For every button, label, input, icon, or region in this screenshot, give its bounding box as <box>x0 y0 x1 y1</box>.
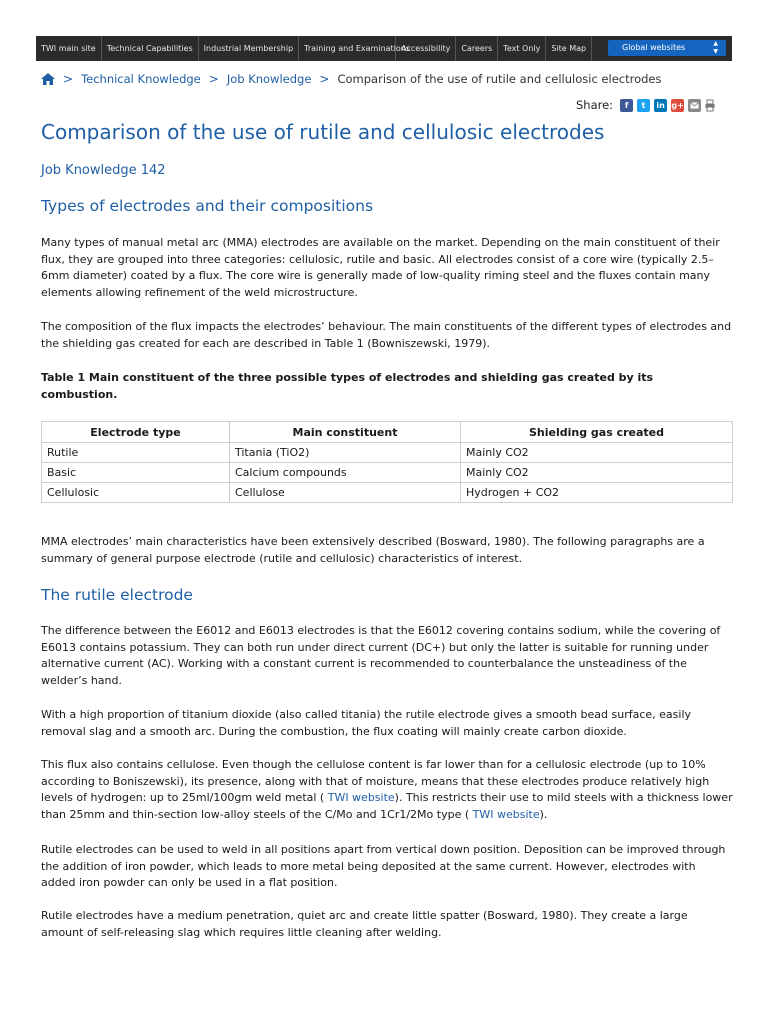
table-header-cell: Main constituent <box>230 422 461 443</box>
table-cell: Hydrogen + CO2 <box>461 483 733 503</box>
home-icon[interactable] <box>41 73 55 85</box>
table-cell: Cellulose <box>230 483 461 503</box>
table-row <box>42 483 733 503</box>
select-arrows-icon: ▲ ▼ <box>713 40 718 55</box>
section-heading-types: Types of electrodes and their compositions <box>41 197 374 215</box>
nav-text-only[interactable]: Text Only <box>498 36 546 61</box>
linkedin-icon[interactable]: in <box>654 99 667 112</box>
global-websites-select[interactable] <box>608 40 726 56</box>
facebook-icon[interactable]: f <box>620 99 633 112</box>
text-run: ). <box>539 807 548 821</box>
table-caption: Table 1 Main constituent of the three possible types of electrodes and shielding gas created by its combustion. <box>41 371 654 401</box>
table-cell: Rutile <box>42 443 230 463</box>
breadcrumb <box>41 72 661 86</box>
job-knowledge-number: Job Knowledge 142 <box>41 163 166 178</box>
table-cell: Mainly CO2 <box>461 443 733 463</box>
nav-careers[interactable]: Careers <box>456 36 498 61</box>
print-icon[interactable] <box>705 99 715 112</box>
table-spacer-row <box>42 503 733 513</box>
paragraph-flux-composition: The composition of the flux impacts the electrodes’ behaviour. The main constituents of the different types of electrodes and the shielding gas created for each are described in Table 1 (Bowniszewski, 1979). <box>41 320 732 350</box>
breadcrumb-separator: > <box>208 72 219 86</box>
table-cell: Calcium compounds <box>230 463 461 483</box>
share-bar <box>576 98 715 112</box>
nav-industrial-membership[interactable]: Industrial Membership <box>199 36 300 61</box>
top-nav-bar <box>36 36 732 61</box>
paragraph-mma-characteristics: MMA electrodes’ main characteristics have been extensively described (Bosward, 1980). The following paragraphs are a summary of general purpose electrode (rutile and cellulosic) characteristics of interest. <box>41 535 705 565</box>
paragraph-e6012-e6013: The difference between the E6012 and E6013 electrodes is that the E6012 covering contains sodium, while the covering of E6013 contains potassium. They can both run under direct current (DC+) but only the latter is suitable for running under alternative current (AC). Working with a constant current is recommended to counterbalance the unsteadiness of the welder’s hand. <box>41 624 721 687</box>
electrode-table <box>41 421 733 513</box>
table-header-cell: Shielding gas created <box>461 422 733 443</box>
paragraph-titania: With a high proportion of titanium dioxide (also called titania) the rutile electrode gives a smooth bead surface, easily removal slag and a smooth arc. During the combustion, the flux coating will mainly create carbon dioxide. <box>41 708 692 738</box>
table-header-cell: Electrode type <box>42 422 230 443</box>
twitter-icon[interactable]: t <box>637 99 650 112</box>
page-title: Comparison of the use of rutile and cellulosic electrodes <box>41 120 605 144</box>
email-icon[interactable] <box>688 99 701 112</box>
table-cell: Titania (TiO2) <box>230 443 461 463</box>
breadcrumb-separator: > <box>319 72 330 86</box>
share-label: Share: <box>576 98 614 112</box>
twi-website-link[interactable]: TWI website <box>327 791 395 805</box>
table-cell: Cellulosic <box>42 483 230 503</box>
table-header-row <box>42 422 733 443</box>
text-run: This flux also contains cellulose. Even though the cellulose content is far lower than for a cellulosic electrode (up to 10% according to Boniszewski), its presence, along with that of moisture, means that these electrodes produce relatively high levels of hydrogen: up to 25ml/100gm weld metal ( <box>41 758 710 805</box>
text-run: ). This restricts their use to mild steels with a thickness lower than 25mm and thin-section low-alloy steels of the C/Mo and 1Cr1/2Mo type ( <box>41 791 733 821</box>
breadcrumb-current: Comparison of the use of rutile and cellulosic electrodes <box>337 72 662 86</box>
paragraph-cellulose-hydrogen <box>41 757 733 823</box>
paragraph-penetration-slag: Rutile electrodes have a medium penetration, quiet arc and create little spatter (Bosward, 1980). They create a large amount of self-releasing slag which requires little cleaning after welding. <box>41 909 688 939</box>
twi-website-link[interactable]: TWI website <box>472 807 540 821</box>
nav-twi-main-site[interactable]: TWI main site <box>36 36 102 61</box>
nav-training-examinations[interactable]: Training and Examinations <box>299 36 396 61</box>
breadcrumb-separator: > <box>63 72 74 86</box>
breadcrumb-job-knowledge[interactable]: Job Knowledge <box>226 72 312 86</box>
nav-accessibility[interactable]: Accessibility <box>396 36 456 61</box>
googleplus-icon[interactable]: g+ <box>671 100 684 110</box>
global-websites-label: Global websites <box>622 43 686 52</box>
section-heading-rutile: The rutile electrode <box>41 586 193 604</box>
table-cell: Mainly CO2 <box>461 463 733 483</box>
paragraph-intro: Many types of manual metal arc (MMA) electrodes are available on the market. Depending on the main constituent of their flux, they are grouped into three categories: cellulosic, rutile and basic. All electrodes consist of a core wire (typically 2.5–6mm diameter) coated by a flux. The core wire is generally made of low-quality riming steel and the fluxes contain many elements allowing refinement of the weld microstructure. <box>41 236 720 299</box>
nav-site-map[interactable]: Site Map <box>546 36 592 61</box>
table-row <box>42 443 733 463</box>
paragraph-welding-positions: Rutile electrodes can be used to weld in all positions apart from vertical down position. Deposition can be improved through the addition of iron powder, which leads to more metal being deposited at the same current. However, electrodes with added iron powder can only be used in a flat position. <box>41 843 726 890</box>
breadcrumb-technical-knowledge[interactable]: Technical Knowledge <box>81 72 201 86</box>
table-row <box>42 463 733 483</box>
nav-technical-capabilities[interactable]: Technical Capabilities <box>102 36 199 61</box>
table-cell: Basic <box>42 463 230 483</box>
